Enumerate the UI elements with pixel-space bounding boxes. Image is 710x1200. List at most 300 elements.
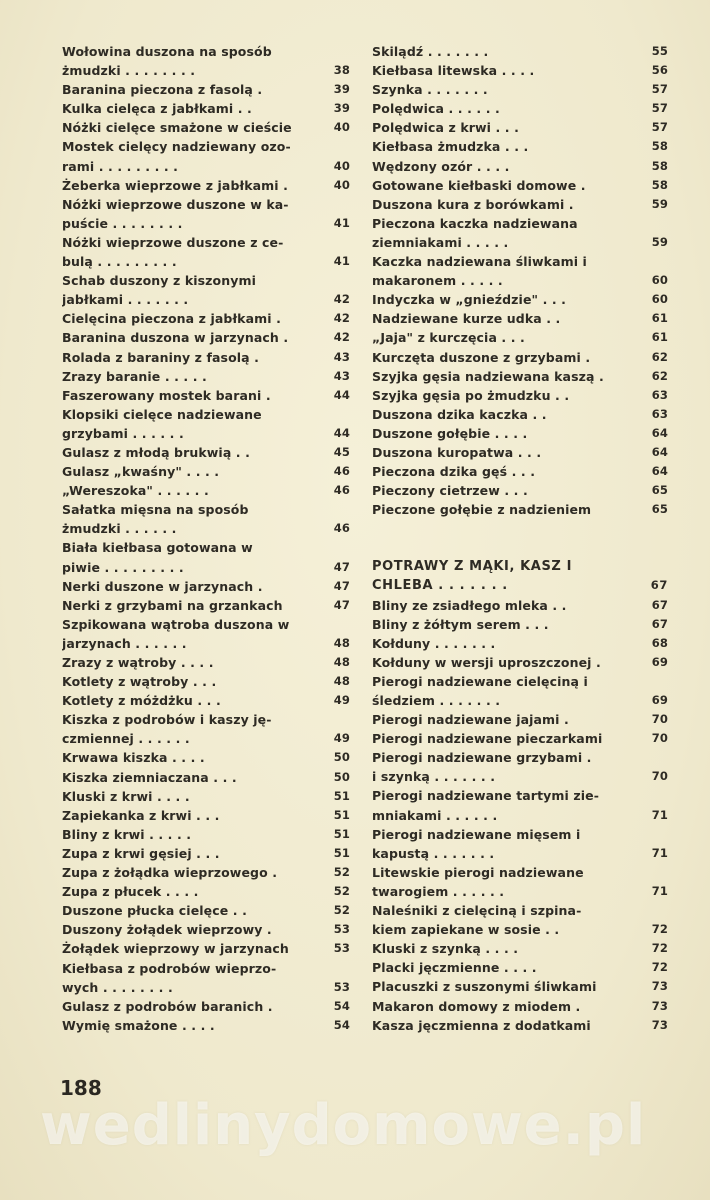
toc-entry bbox=[372, 825, 668, 863]
toc-entry-line bbox=[372, 958, 668, 977]
toc-entry-title: Kotlety z wątroby . . . bbox=[62, 674, 217, 690]
toc-entry bbox=[62, 367, 350, 386]
toc-entry-line bbox=[62, 309, 350, 328]
toc-entry bbox=[372, 748, 668, 786]
toc-entry bbox=[372, 176, 668, 195]
toc-entry-line bbox=[372, 99, 668, 118]
toc-entry-line bbox=[62, 787, 350, 806]
toc-entry-title: Bliny ze zsiadłego mleka . . bbox=[372, 597, 567, 613]
toc-entry-line bbox=[372, 615, 668, 634]
toc-entry-title: Kurczęta duszone z grzybami . bbox=[372, 349, 591, 365]
toc-page-ref: 58 bbox=[651, 158, 668, 173]
toc-entry-title: Schab duszony z kiszonymi bbox=[62, 273, 256, 289]
toc-entry-title: Gulasz z podrobów baranich . bbox=[62, 998, 273, 1014]
toc-entry bbox=[62, 99, 350, 118]
toc-page-ref: 61 bbox=[651, 311, 668, 326]
toc-page-ref: 51 bbox=[333, 788, 350, 803]
toc-page-ref: 43 bbox=[333, 368, 350, 383]
watermark: wedlinydomowe.pl bbox=[40, 1093, 647, 1158]
toc-entry-line bbox=[62, 519, 350, 538]
toc-page-ref: 62 bbox=[651, 349, 668, 364]
toc-entry bbox=[372, 634, 668, 653]
toc-entry-line bbox=[372, 557, 668, 576]
toc-entry-line bbox=[62, 405, 350, 424]
toc-entry bbox=[372, 137, 668, 156]
toc-entry-line bbox=[62, 920, 350, 939]
toc-entry-title: bulą . . . . . . . . . bbox=[62, 254, 177, 270]
toc-entry bbox=[372, 99, 668, 118]
toc-entry-line bbox=[372, 61, 668, 80]
toc-entry-line bbox=[62, 252, 350, 271]
toc-page-ref: 51 bbox=[333, 845, 350, 860]
toc-entry-line bbox=[62, 806, 350, 825]
toc-entry-title: jabłkami . . . . . . . bbox=[62, 292, 189, 308]
toc-entry-title: Zupa z płucek . . . . bbox=[62, 884, 199, 900]
toc-entry bbox=[372, 729, 668, 748]
toc-entry bbox=[372, 958, 668, 977]
toc-entry bbox=[372, 157, 668, 176]
toc-entry-title: Kiełbasa litewska . . . . bbox=[372, 63, 535, 79]
toc-entry-line bbox=[62, 443, 350, 462]
toc-entry-line bbox=[372, 786, 668, 805]
toc-entry bbox=[62, 137, 350, 175]
toc-entry bbox=[62, 748, 350, 767]
toc-entry bbox=[372, 1016, 668, 1035]
toc-page-ref: 61 bbox=[651, 330, 668, 345]
toc-page-ref: 40 bbox=[333, 177, 350, 192]
toc-page-ref: 53 bbox=[333, 922, 350, 937]
toc-page-ref: 40 bbox=[333, 120, 350, 135]
toc-entry bbox=[62, 939, 350, 958]
toc-entry bbox=[62, 596, 350, 615]
toc-entry-title: i szynką . . . . . . . bbox=[372, 769, 496, 785]
toc-page-ref: 70 bbox=[651, 769, 668, 784]
toc-entry-title: Baranina duszona w jarzynach . bbox=[62, 330, 289, 346]
toc-entry-title: Pierogi nadziewane grzybami . bbox=[372, 750, 592, 766]
toc-entry bbox=[62, 348, 350, 367]
toc-page-ref: 51 bbox=[333, 807, 350, 822]
toc-entry-title: Bliny z krwi . . . . . bbox=[62, 826, 192, 842]
toc-entry bbox=[62, 462, 350, 481]
toc-entry bbox=[372, 386, 668, 405]
toc-entry bbox=[62, 176, 350, 195]
toc-entry-line bbox=[372, 806, 668, 825]
toc-entry-title: Polędwica . . . . . . bbox=[372, 101, 500, 117]
toc-entry-title: Duszone płucka cielęce . . bbox=[62, 903, 247, 919]
toc-right-bottom-list bbox=[372, 596, 668, 1035]
toc-entry-title: POTRAWY Z MĄKI, KASZ I bbox=[372, 559, 573, 575]
toc-entry-title: Pierogi nadziewane tartymi zie- bbox=[372, 788, 599, 804]
toc-entry bbox=[62, 863, 350, 882]
toc-entry bbox=[372, 786, 668, 824]
toc-entry-title: Szyjka gęsia po żmudzku . . bbox=[372, 387, 570, 403]
toc-entry-title: Kołduny w wersji uproszczonej . bbox=[372, 654, 601, 670]
toc-page-ref: 41 bbox=[333, 254, 350, 269]
toc-entry-title: Skilądź . . . . . . . bbox=[372, 44, 489, 59]
toc-entry-title: rami . . . . . . . . . bbox=[62, 158, 179, 174]
toc-entry bbox=[372, 405, 668, 424]
toc-entry-line bbox=[62, 481, 350, 500]
toc-entry-title: wych . . . . . . . . bbox=[62, 979, 173, 995]
toc-entry bbox=[372, 997, 668, 1016]
toc-page-ref: 62 bbox=[651, 368, 668, 383]
toc-entry-title: żmudzki . . . . . . . . bbox=[62, 63, 196, 79]
toc-page-ref: 67 bbox=[651, 597, 668, 612]
toc-entry-title: Baranina pieczona z fasolą . bbox=[62, 82, 263, 98]
toc-page-ref: 57 bbox=[651, 101, 668, 116]
toc-entry bbox=[372, 290, 668, 309]
toc-entry-title: Sałatka mięsna na sposób bbox=[62, 502, 249, 518]
toc-entry bbox=[372, 977, 668, 996]
toc-entry-title: kapustą . . . . . . . bbox=[372, 845, 495, 861]
toc-entry bbox=[62, 653, 350, 672]
toc-entry bbox=[372, 557, 668, 595]
toc-entry-line bbox=[372, 691, 668, 710]
toc-entry-line bbox=[62, 691, 350, 710]
toc-entry bbox=[372, 328, 668, 347]
toc-page-ref: 57 bbox=[651, 120, 668, 135]
toc-entry-title: Żołądek wieprzowy w jarzynach bbox=[62, 941, 289, 957]
toc-entry bbox=[62, 901, 350, 920]
toc-page-ref: 42 bbox=[333, 311, 350, 326]
toc-entry-title: Wołowina duszona na sposób bbox=[62, 44, 272, 59]
toc-entry-line bbox=[372, 328, 668, 347]
toc-entry-line bbox=[372, 462, 668, 481]
toc-page-ref: 45 bbox=[333, 444, 350, 459]
toc-entry bbox=[62, 405, 350, 443]
toc-entry-line bbox=[62, 290, 350, 309]
toc-page-ref: 48 bbox=[333, 674, 350, 689]
toc-page-ref: 48 bbox=[333, 635, 350, 650]
toc-entry-line bbox=[372, 596, 668, 615]
toc-page-ref: 39 bbox=[333, 82, 350, 97]
toc-entry-title: Kulka cielęca z jabłkami . . bbox=[62, 101, 252, 117]
toc-entry bbox=[62, 672, 350, 691]
toc-entry-title: Duszona dzika kaczka . . bbox=[372, 406, 547, 422]
toc-entry-line bbox=[372, 424, 668, 443]
toc-entry-title: Kluski z szynką . . . . bbox=[372, 941, 519, 957]
toc-entry-title: Duszona kuropatwa . . . bbox=[372, 444, 542, 460]
toc-page-ref: 44 bbox=[333, 387, 350, 402]
toc-entry-title: Pierogi nadziewane mięsem i bbox=[372, 826, 581, 842]
toc-entry-title: makaronem . . . . . bbox=[372, 273, 503, 289]
toc-entry bbox=[62, 443, 350, 462]
toc-entry-title: Duszona kura z borówkami . bbox=[372, 196, 574, 212]
toc-entry-title: Szpikowana wątroba duszona w bbox=[62, 616, 290, 632]
toc-entry bbox=[62, 959, 350, 997]
toc-entry-title: Zrazy baranie . . . . . bbox=[62, 368, 207, 384]
toc-entry-title: Kotlety z móżdżku . . . bbox=[62, 693, 221, 709]
toc-entry-title: Pierogi nadziewane jajami . bbox=[372, 712, 569, 728]
toc-entry bbox=[62, 882, 350, 901]
toc-entry-title: Mostek cielęcy nadziewany ozo- bbox=[62, 139, 291, 155]
toc-entry-line bbox=[62, 538, 350, 557]
toc-entry-title: Faszerowany mostek barani . bbox=[62, 387, 271, 403]
toc-entry-title: Gulasz z młodą brukwią . . bbox=[62, 444, 250, 460]
toc-entry-title: Kasza jęczmienna z dodatkami bbox=[372, 1017, 591, 1033]
toc-entry-line bbox=[62, 80, 350, 99]
toc-entry bbox=[62, 538, 350, 576]
toc-entry-title: „Jaja" z kurczęcia . . . bbox=[372, 330, 525, 346]
toc-page-ref: 47 bbox=[333, 578, 350, 593]
toc-page-ref: 53 bbox=[333, 941, 350, 956]
toc-page-ref: 59 bbox=[651, 234, 668, 249]
toc-page-ref: 64 bbox=[651, 464, 668, 479]
toc-entry-title: Kluski z krwi . . . . bbox=[62, 788, 190, 804]
toc-page-ref: 64 bbox=[651, 444, 668, 459]
toc-entry-line bbox=[62, 386, 350, 405]
toc-entry-line bbox=[62, 157, 350, 176]
toc-entry bbox=[372, 424, 668, 443]
toc-entry-line bbox=[372, 290, 668, 309]
toc-entry-line bbox=[372, 386, 668, 405]
toc-page-ref: 54 bbox=[333, 998, 350, 1013]
toc-right-top-list bbox=[372, 42, 668, 519]
toc-entry bbox=[372, 309, 668, 328]
toc-entry bbox=[62, 386, 350, 405]
toc-page-ref: 40 bbox=[333, 158, 350, 173]
toc-page-ref: 44 bbox=[333, 425, 350, 440]
toc-page-ref: 63 bbox=[651, 406, 668, 421]
toc-entry-title: Pieczona dzika gęś . . . bbox=[372, 464, 536, 480]
toc-entry-line bbox=[62, 176, 350, 195]
toc-entry-title: Kiszka z podrobów i kaszy ję- bbox=[62, 712, 272, 728]
toc-entry-title: Gotowane kiełbaski domowe . bbox=[372, 177, 586, 193]
toc-entry bbox=[372, 195, 668, 214]
toc-entry-line bbox=[372, 825, 668, 844]
toc-right-column bbox=[372, 42, 668, 1035]
toc-entry-line bbox=[62, 233, 350, 252]
toc-page-ref: 50 bbox=[333, 750, 350, 765]
toc-entry-line bbox=[372, 997, 668, 1016]
toc-entry-line bbox=[62, 959, 350, 978]
toc-entry-line bbox=[372, 118, 668, 137]
toc-entry-line bbox=[372, 405, 668, 424]
toc-entry-line bbox=[62, 901, 350, 920]
toc-page-ref: 50 bbox=[333, 769, 350, 784]
toc-entry bbox=[62, 920, 350, 939]
toc-page-ref: 57 bbox=[651, 82, 668, 97]
toc-entry bbox=[62, 195, 350, 233]
toc-page-ref: 60 bbox=[651, 273, 668, 288]
toc-entry-line bbox=[62, 462, 350, 481]
toc-entry-title: Zrazy z wątroby . . . . bbox=[62, 655, 214, 670]
toc-entry-title: żmudzki . . . . . . bbox=[62, 521, 177, 537]
toc-entry-line bbox=[62, 271, 350, 290]
toc-entry-line bbox=[62, 596, 350, 615]
toc-page-ref: 43 bbox=[333, 349, 350, 364]
toc-entry bbox=[62, 615, 350, 653]
section-heading bbox=[372, 557, 668, 595]
toc-entry-line bbox=[372, 157, 668, 176]
toc-page-ref: 39 bbox=[333, 101, 350, 116]
toc-page-ref: 65 bbox=[651, 483, 668, 498]
toc-entry-line bbox=[372, 214, 668, 233]
toc-entry-title: Biała kiełbasa gotowana w bbox=[62, 540, 253, 556]
toc-page-ref: 63 bbox=[651, 387, 668, 402]
toc-entry-title: Nóżki wieprzowe duszone z ce- bbox=[62, 234, 284, 250]
toc-entry bbox=[62, 233, 350, 271]
toc-entry-title: Nóżki cielęce smażone w cieście bbox=[62, 120, 292, 136]
toc-entry bbox=[62, 787, 350, 806]
toc-page-ref: 56 bbox=[651, 63, 668, 78]
toc-entry-title: Gulasz „kwaśny" . . . . bbox=[62, 464, 220, 480]
toc-page-ref: 71 bbox=[651, 883, 668, 898]
toc-entry bbox=[62, 997, 350, 1016]
toc-entry-line bbox=[372, 634, 668, 653]
toc-entry-title: Nóżki wieprzowe duszone w ka- bbox=[62, 196, 289, 212]
toc-entry-line bbox=[62, 653, 350, 672]
toc-entry-title: Klopsiki cielęce nadziewane bbox=[62, 406, 262, 422]
toc-entry bbox=[372, 214, 668, 252]
toc-entry bbox=[62, 806, 350, 825]
toc-entry-title: Zupa z krwi gęsiej . . . bbox=[62, 845, 220, 861]
toc-page-ref: 73 bbox=[651, 1017, 668, 1032]
toc-entry bbox=[372, 462, 668, 481]
toc-page-ref: 58 bbox=[651, 139, 668, 154]
toc-entry-title: Litewskie pierogi nadziewane bbox=[372, 864, 584, 880]
toc-entry-line bbox=[372, 481, 668, 500]
toc-page-ref: 47 bbox=[333, 597, 350, 612]
toc-page-ref: 53 bbox=[333, 979, 350, 994]
page-number: 188 bbox=[60, 1076, 102, 1100]
toc-entry-line bbox=[372, 80, 668, 99]
toc-entry bbox=[62, 42, 350, 80]
toc-page-ref: 46 bbox=[333, 483, 350, 498]
toc-entry-title: Placuszki z suszonymi śliwkami bbox=[372, 979, 597, 995]
toc-entry-line bbox=[372, 863, 668, 882]
toc-entry-line bbox=[62, 367, 350, 386]
toc-entry-title: Nerki z grzybami na grzankach bbox=[62, 597, 283, 613]
toc-entry-line bbox=[62, 978, 350, 997]
toc-entry bbox=[372, 653, 668, 672]
toc-entry bbox=[62, 1016, 350, 1035]
toc-entry-line bbox=[62, 615, 350, 634]
toc-entry bbox=[62, 481, 350, 500]
toc-page-ref: 70 bbox=[651, 712, 668, 727]
toc-entry-line bbox=[62, 997, 350, 1016]
toc-entry-line bbox=[372, 367, 668, 386]
toc-left-column bbox=[62, 42, 350, 1035]
toc-page-ref: 54 bbox=[333, 1017, 350, 1032]
toc-page-ref: 71 bbox=[651, 845, 668, 860]
toc-entry-line bbox=[62, 348, 350, 367]
toc-entry-title: Duszony żołądek wieprzowy . bbox=[62, 922, 272, 938]
toc-page-ref: 52 bbox=[333, 903, 350, 918]
toc-entry-line bbox=[62, 863, 350, 882]
toc-entry-line bbox=[62, 710, 350, 729]
toc-entry bbox=[372, 615, 668, 634]
toc-entry-line bbox=[372, 672, 668, 691]
toc-entry-title: Żeberka wieprzowe z jabłkami . bbox=[62, 177, 288, 193]
toc-entry-title: Polędwica z krwi . . . bbox=[372, 120, 519, 136]
toc-entry-title: Zapiekanka z krwi . . . bbox=[62, 807, 220, 823]
toc-page-ref: 38 bbox=[333, 63, 350, 78]
toc-entry-line bbox=[62, 500, 350, 519]
toc-entry-line bbox=[62, 424, 350, 443]
toc-entry-title: Indyczka w „gnieździe" . . . bbox=[372, 292, 567, 308]
toc-entry-title: puście . . . . . . . . bbox=[62, 215, 183, 231]
toc-entry bbox=[62, 500, 350, 538]
toc-entry-title: Pierogi nadziewane cielęciną i bbox=[372, 673, 588, 689]
toc-page-ref: 69 bbox=[651, 693, 668, 707]
toc-page-ref: 59 bbox=[651, 196, 668, 211]
toc-page-ref: 51 bbox=[333, 826, 350, 841]
toc-page-ref: 71 bbox=[651, 807, 668, 822]
toc-entry bbox=[372, 443, 668, 462]
toc-entry-line bbox=[372, 939, 668, 958]
toc-entry-title: Nadziewane kurze udka . . bbox=[372, 311, 561, 327]
toc-entry-line bbox=[372, 137, 668, 156]
toc-entry-line bbox=[372, 176, 668, 195]
toc-page-ref: 69 bbox=[651, 654, 668, 669]
toc-entry-title: Szyjka gęsia nadziewana kaszą . bbox=[372, 368, 604, 384]
section-spacer bbox=[372, 519, 668, 557]
toc-entry-title: twarogiem . . . . . . bbox=[372, 883, 505, 899]
toc-page-ref: 70 bbox=[651, 731, 668, 746]
toc-page-ref: 52 bbox=[333, 865, 350, 880]
toc-entry-line bbox=[372, 1016, 668, 1035]
toc-page-ref: 46 bbox=[333, 521, 350, 536]
toc-entry-title: Szynka . . . . . . . bbox=[372, 82, 488, 98]
toc-page-ref: 72 bbox=[651, 922, 668, 937]
toc-entry-title: grzybami . . . . . . bbox=[62, 425, 184, 441]
toc-entry-line bbox=[372, 767, 668, 786]
toc-entry-title: kiem zapiekane w sosie . . bbox=[372, 922, 560, 938]
toc-entry-title: Kiszka ziemniaczana . . . bbox=[62, 769, 237, 785]
toc-page-ref: 64 bbox=[651, 425, 668, 440]
toc-entry bbox=[62, 844, 350, 863]
toc-entry-title: Pieczone gołębie z nadzieniem bbox=[372, 502, 592, 518]
toc-page-ref: 42 bbox=[333, 330, 350, 345]
toc-page-ref: 68 bbox=[651, 635, 668, 650]
toc-entry-line bbox=[62, 61, 350, 80]
toc-entry-title: Rolada z baraniny z fasolą . bbox=[62, 349, 260, 365]
toc-entry bbox=[372, 863, 668, 901]
toc-entry bbox=[62, 691, 350, 710]
toc-entry-line bbox=[372, 271, 668, 290]
toc-entry-title: jarzynach . . . . . . bbox=[62, 635, 187, 651]
toc-entry bbox=[372, 500, 668, 519]
toc-page-ref: 55 bbox=[651, 44, 668, 58]
toc-entry-line bbox=[62, 882, 350, 901]
toc-entry-line bbox=[62, 118, 350, 137]
toc-page-ref: 73 bbox=[651, 998, 668, 1013]
toc-entry-title: śledziem . . . . . . . bbox=[372, 693, 501, 708]
toc-entry-line bbox=[62, 99, 350, 118]
toc-entry-line bbox=[372, 195, 668, 214]
toc-entry-line bbox=[62, 748, 350, 767]
toc-entry-title: Pierogi nadziewane pieczarkami bbox=[372, 731, 603, 747]
toc-entry-title: Kołduny . . . . . . . bbox=[372, 635, 496, 651]
toc-entry-line bbox=[372, 748, 668, 767]
toc-entry bbox=[372, 939, 668, 958]
toc-entry-line bbox=[62, 844, 350, 863]
toc-entry-line bbox=[62, 768, 350, 787]
toc-entry-line bbox=[62, 195, 350, 214]
toc-page-ref: 48 bbox=[333, 655, 350, 669]
toc-entry bbox=[62, 309, 350, 328]
toc-entry bbox=[62, 710, 350, 748]
toc-entry-line bbox=[372, 901, 668, 920]
toc-page-ref: 67 bbox=[651, 616, 668, 631]
toc-entry-line bbox=[372, 500, 668, 519]
toc-entry-title: Cielęcina pieczona z jabłkami . bbox=[62, 311, 281, 327]
toc-entry-title: Kaczka nadziewana śliwkami i bbox=[372, 254, 587, 270]
toc-entry bbox=[372, 710, 668, 729]
toc-entry bbox=[372, 367, 668, 386]
toc-page-ref: 58 bbox=[651, 177, 668, 192]
